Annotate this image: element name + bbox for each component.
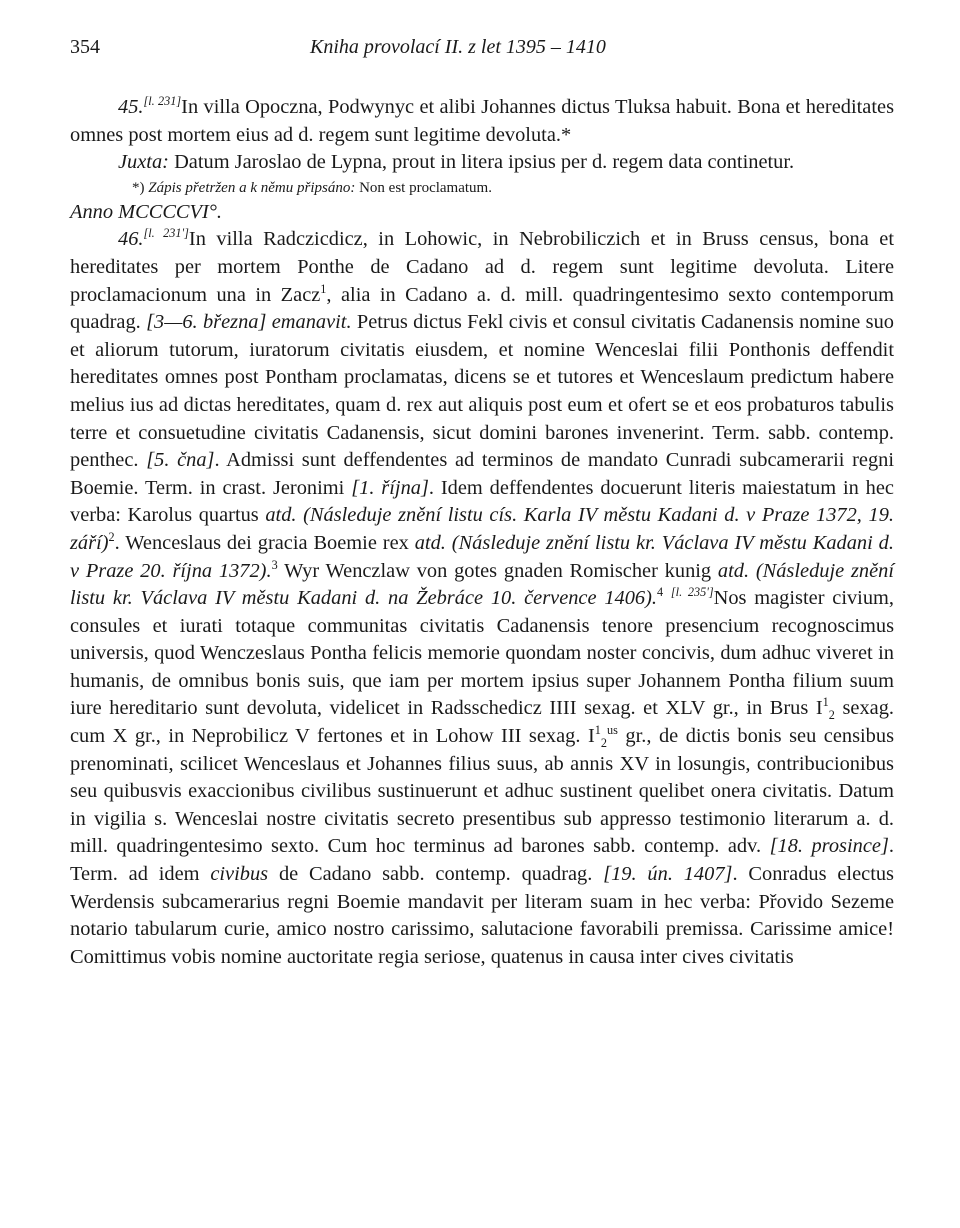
entry-text: sexag. cum X gr., in Neprobilicz V fertones et in Lohow III sexag. I <box>70 697 895 748</box>
footnote-ref: 1 <box>320 281 327 296</box>
date-note: [3—6. března] <box>146 311 267 334</box>
ordinal-suffix: us <box>607 723 618 738</box>
entry-text: gr., de dictis bonis seu censibus prenominati, scilicet Wenceslaus et Johannes filius suus, ab annis XV in losungis, contribucionibus seu quibusvis exaccionibus civilibus sustinuerunt et adhuc sustinent quelibet onera civitatis. Datum in vigilia s. Wenceslai nostre civitatis secreto presentibus sub appresso testimonio literarum a. d. mill. quadringentesimo sexto. Cum hoc terminus ad barones sabb. contemp. adv. <box>70 725 895 858</box>
page-header <box>70 36 894 66</box>
juxta-paragraph <box>70 149 894 177</box>
body-text <box>70 94 894 971</box>
juxta-text: Datum Jaroslao de Lypna, prout in litera ipsius per d. regem data continetur. <box>174 151 795 174</box>
footnote-ref: 4 <box>657 585 664 600</box>
footnote-text: Non est proclamatum. <box>359 179 492 196</box>
entry-text: . Admissi sunt deffendentes ad terminos de mandato Cunradi subcamerarii regni Boemie. Term. in crast. Jeronimi <box>70 449 894 499</box>
juxta-label: Juxta: <box>118 151 169 174</box>
running-title: Kniha provolací II. z let 1395 – 1410 <box>310 36 606 58</box>
fraction-numerator: 1 <box>594 723 601 738</box>
editorial-note: atd. (Následuje znění listu cís. Karla IV městu Kadani d. v Praze 1372, 19. září) <box>70 504 894 554</box>
year-heading: Anno MCCCCVI°. <box>70 200 223 223</box>
footnote <box>70 177 894 199</box>
entry-text: . Wenceslaus dei gracia Boemie rex <box>114 531 409 554</box>
folio-ref: [l. 231] <box>143 94 182 109</box>
entry-text: , alia in Cadano a. d. mill. quadringentesimo sexto contemporum quadrag. <box>70 283 894 334</box>
entry-text: . Conradus electus Werdensis subcamerarius regni Boemie mandavit per literam suam in hec verba: Přovido Sezeme notario tabularum curie, amico nostro carissimo, salutacione favorabili premissa. Carissime amice! Comittimus vobis nomine auctoritate regia seriose, quatenus in causa inter cives civitatis <box>70 863 894 968</box>
entry-text: In villa Radczicdicz, in Lohowic, in Nebrobiliczich et in Bruss census, bona et hereditates per mortem Ponthe de Cadano ad d. regem sunt legitime devoluta. Litere proclamacionum una in Zacz <box>70 228 894 306</box>
entry-text: Wyr Wenczlaw von gotes gnaden Romischer kunig <box>284 559 712 582</box>
entry-45 <box>70 94 894 149</box>
folio-ref: [l. 235'] <box>670 585 714 600</box>
entry-text: Nos magister civium, consules et iurati totaque communitas civitatis Cadanensis tenore presencium recognoscimus universis, quod Wenczeslaus Pontha felicis memorie quondam noster concivis, dum adhuc viveret in humanis, de omnibus bonis suis, que iam per mortem ipsius super Johannem Pontha filium suum iure hereditario sunt devoluta, videlicet in Radsschedicz IIII sexag. et XLV gr., in Brus I <box>70 587 894 720</box>
date-note: [19. ún. 1407] <box>603 863 733 886</box>
page-number: 354 <box>70 36 100 58</box>
editorial-note: atd. (Následuje znění listu kr. Václava IV městu Kadani d. na Žebráce 10. července 1406). <box>70 559 895 610</box>
footnote-ref: 2 <box>108 530 115 545</box>
folio-ref: [l. 231'] <box>143 226 189 241</box>
footnote-ref: 3 <box>271 557 278 572</box>
entry-text: . Idem deffendentes docuerunt literis maiestatum in hec verba: Karolus quartus <box>70 476 894 527</box>
editorial-note: atd. (Následuje znění listu kr. Václava IV městu Kadani d. v Praze 20. října 1372). <box>70 531 894 582</box>
footnote-label: Zápis přetržen a k němu připsáno: <box>148 179 356 196</box>
editorial-word: civibus <box>210 863 269 886</box>
entry-46 <box>70 226 894 971</box>
fraction-denominator: 2 <box>828 708 835 723</box>
entry-text: de Cadano sabb. contemp. quadrag. <box>278 863 593 886</box>
page <box>70 36 894 971</box>
entry-number: 45. <box>118 96 144 118</box>
footnote-marker: *) <box>132 179 145 196</box>
date-note: [18. prosince] <box>769 835 889 858</box>
entry-text: In villa Opoczna, Podwynyc et alibi Johannes dictus Tluksa habuit. Bona et hereditates omnes post mortem eius ad d. regem sunt legitime devoluta.* <box>70 96 895 146</box>
editorial-text: emanavit. <box>271 311 352 334</box>
entry-number: 46. <box>118 228 144 251</box>
date-note: [5. čna] <box>146 449 215 472</box>
fraction-numerator: 1 <box>822 695 829 710</box>
fraction-denominator: 2 <box>600 736 608 751</box>
entry-text: . Term. ad idem <box>70 835 894 886</box>
entry-text: Petrus dictus Fekl civis et consul civitatis Cadanensis nomine suo et aliorum tutorum, iuratorum civitatis eiusdem, et nomine Wenceslai filii Ponthonis deffendit hereditates omnes post Pontham proclamatas, dicens se et tutores et Wenceslaum predictum habere melius ius ad dictas hereditates, quam d. rex aut aliquis post eum et ofert se et eos probaturos tabulis terre et consuetudine civitatis Cadanensis, sicut domini barones invenerint. Term. sabb. contemp. penthec. <box>70 311 894 472</box>
date-note: [1. října] <box>351 476 429 499</box>
